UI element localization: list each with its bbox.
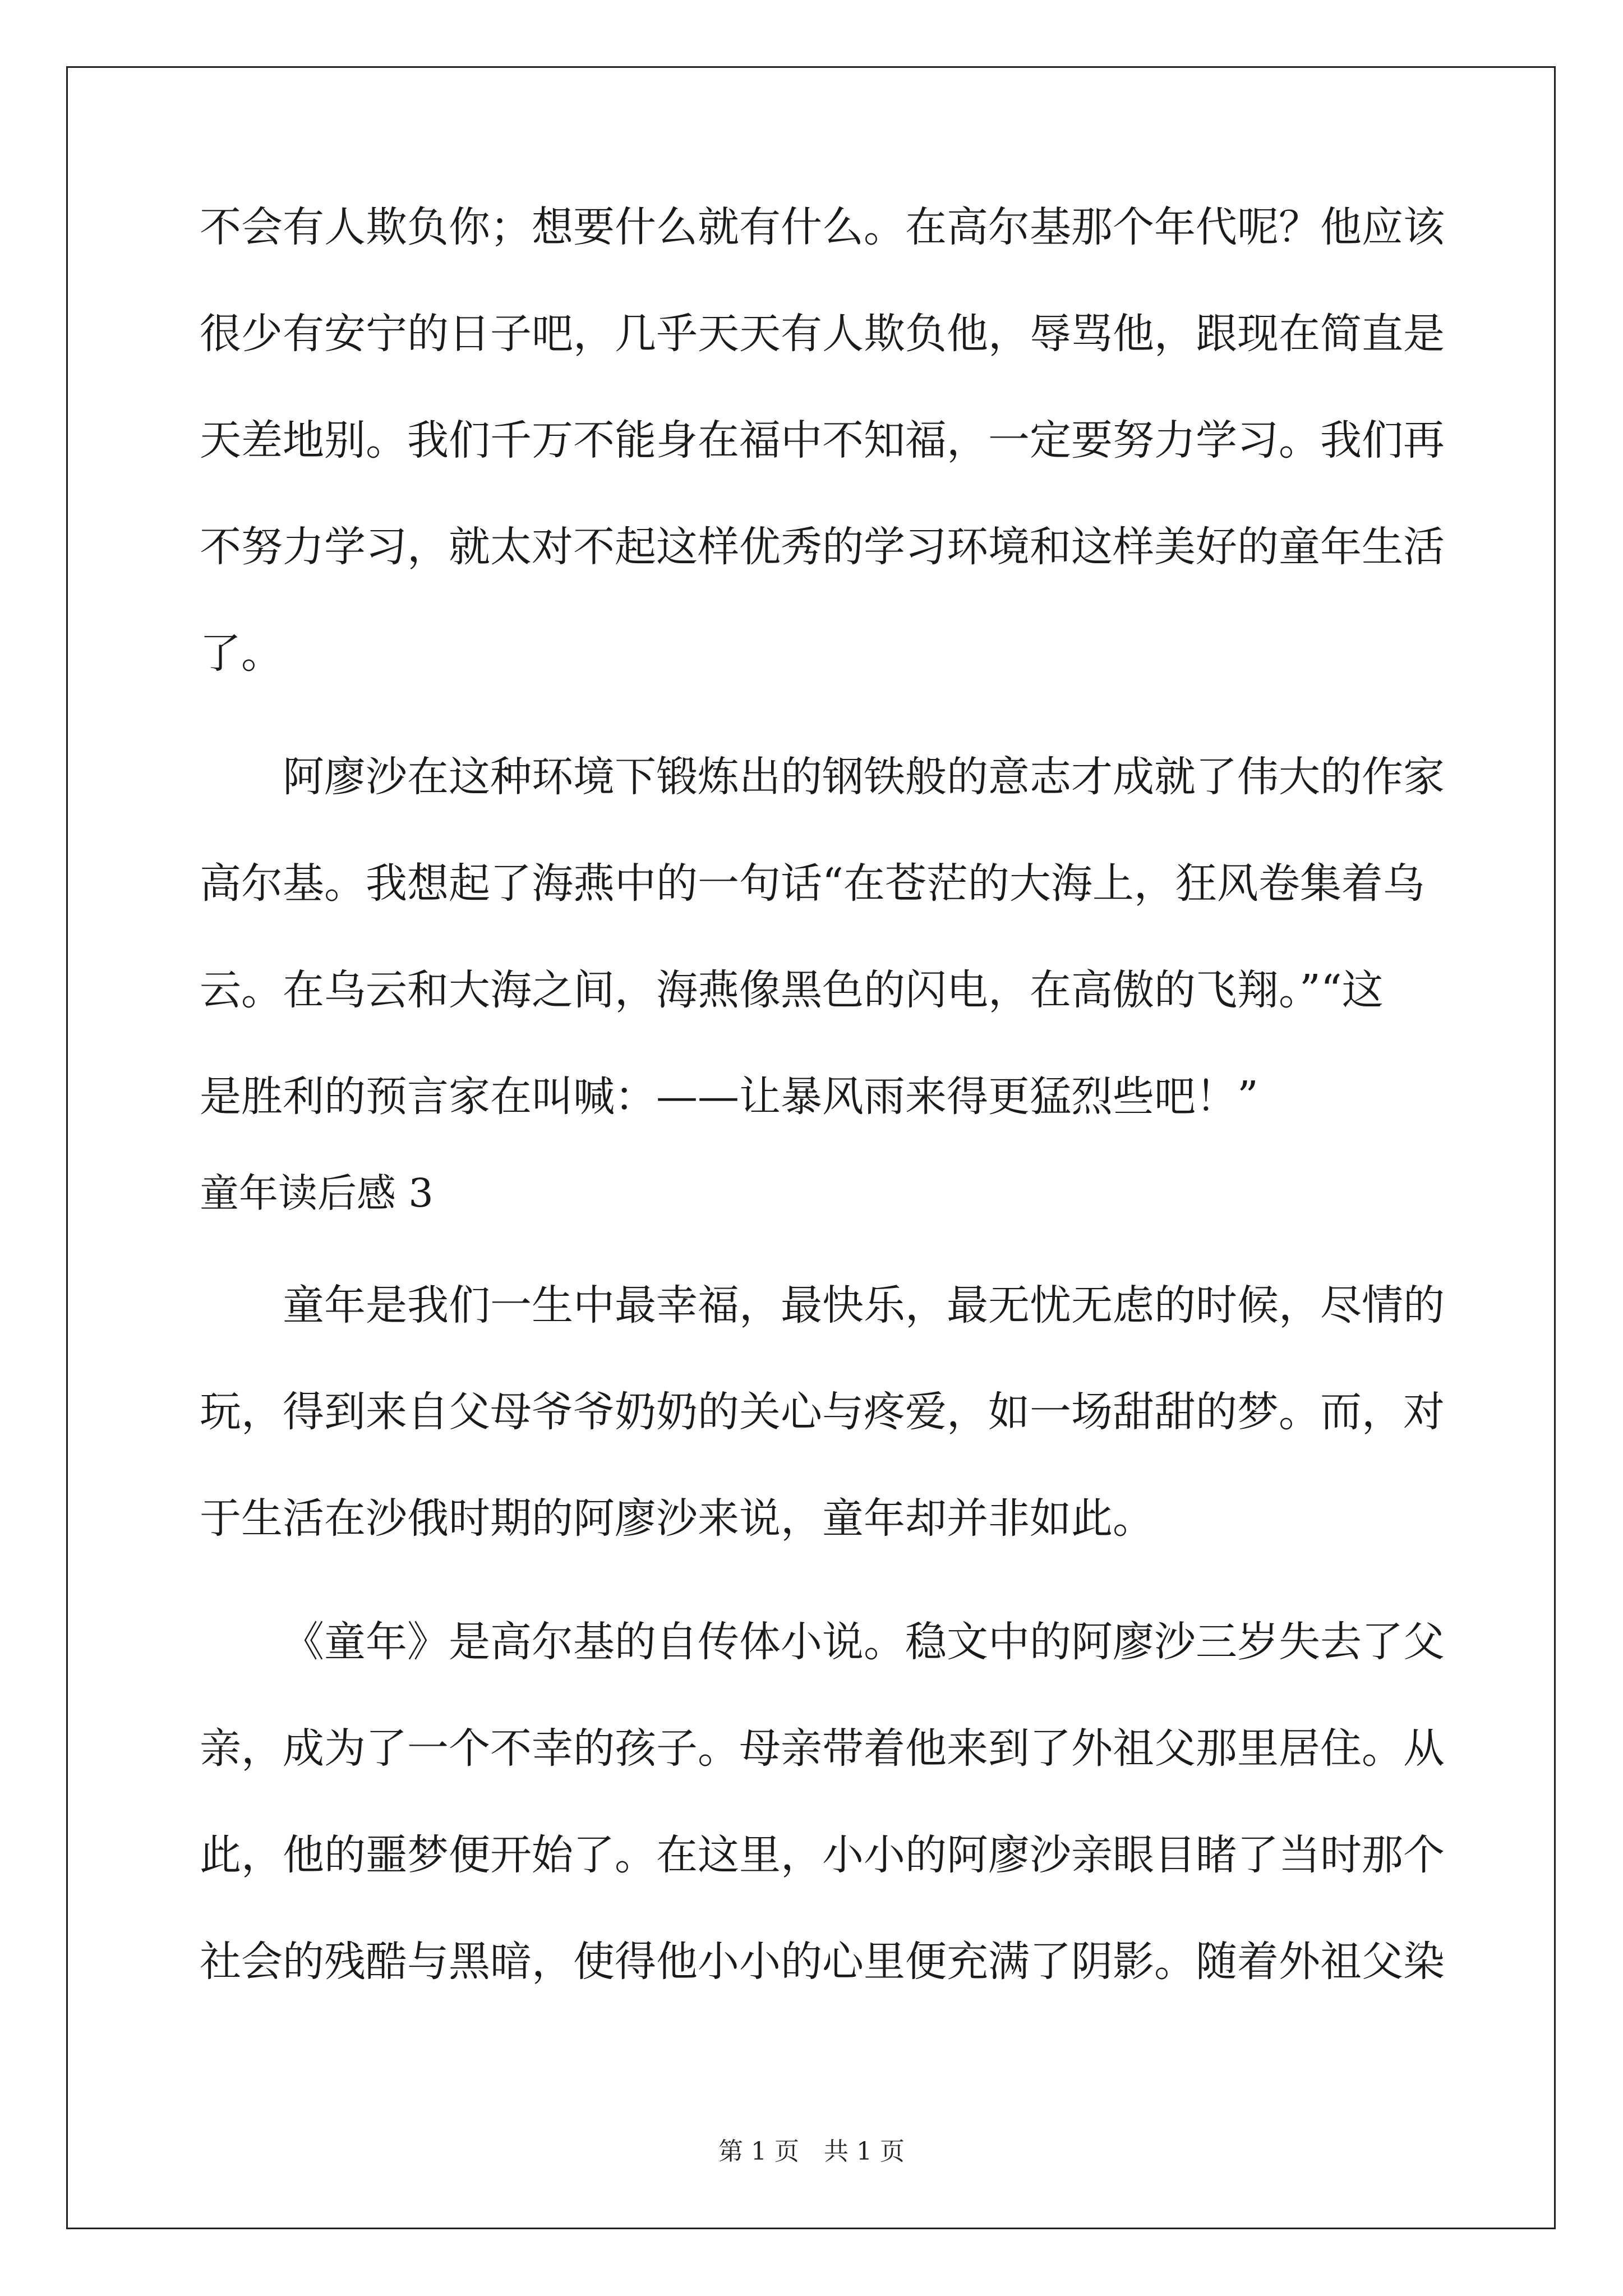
text-line: 社会的残酷与黑暗，使得他小小的心里便充满了阴影。随着外祖父染 (200, 1938, 1445, 1986)
page-number-footer: 第 1 页 共 1 页 (718, 2137, 905, 2166)
text-line: 亲，成为了一个不幸的孩子。母亲带着他来到了外祖父那里居住。从 (200, 1724, 1445, 1773)
paragraph-2 (200, 752, 1445, 1122)
text-line: 是胜利的预言家在叫喊：——让暴风雨来得更猛烈些吧！” (200, 1073, 1258, 1121)
text-line: 于生活在沙俄时期的阿廖沙来说，童年却并非如此。 (200, 1494, 1154, 1543)
text-line: 阿廖沙在这种环境下锻炼出的钢铁般的意志才成就了伟大的作家 (283, 753, 1445, 801)
text-line: 不努力学习，就太对不起这样优秀的学习环境和这样美好的童年生活 (200, 523, 1445, 571)
section-heading: 童年读后感 3 (200, 1170, 434, 1216)
paragraph-1 (200, 202, 1445, 679)
text-line: 天差地别。我们千万不能身在福中不知福，一定要努力学习。我们再 (200, 416, 1445, 464)
text-line: 不会有人欺负你；想要什么就有什么。在高尔基那个年代呢？他应该 (200, 203, 1445, 251)
text-line: 了。 (200, 629, 283, 678)
text-line: 很少有安宁的日子吧，几乎天天有人欺负他，辱骂他，跟现在简直是 (200, 310, 1445, 358)
paragraph-4 (200, 1617, 1445, 1987)
text-line: 高尔基。我想起了海燕中的一句话“在苍茫的大海上，狂风卷集着乌 (200, 859, 1424, 908)
paragraph-3 (200, 1280, 1445, 1544)
text-line: 云。在乌云和大海之间，海燕像黑色的闪电，在高傲的飞翔。”“这 (200, 966, 1384, 1014)
text-line: 此，他的噩梦便开始了。在这里，小小的阿廖沙亲眼目睹了当时那个 (200, 1831, 1445, 1879)
document-body (200, 202, 1445, 1987)
text-line: 童年是我们一生中最幸福，最快乐，最无忧无虑的时候，尽情的 (283, 1281, 1445, 1329)
text-line: 玩，得到来自父母爷爷奶奶的关心与疼爱，如一场甜甜的梦。而，对 (200, 1388, 1445, 1436)
text-line: 《童年》是高尔基的自传体小说。稳文中的阿廖沙三岁失去了父 (283, 1618, 1445, 1666)
